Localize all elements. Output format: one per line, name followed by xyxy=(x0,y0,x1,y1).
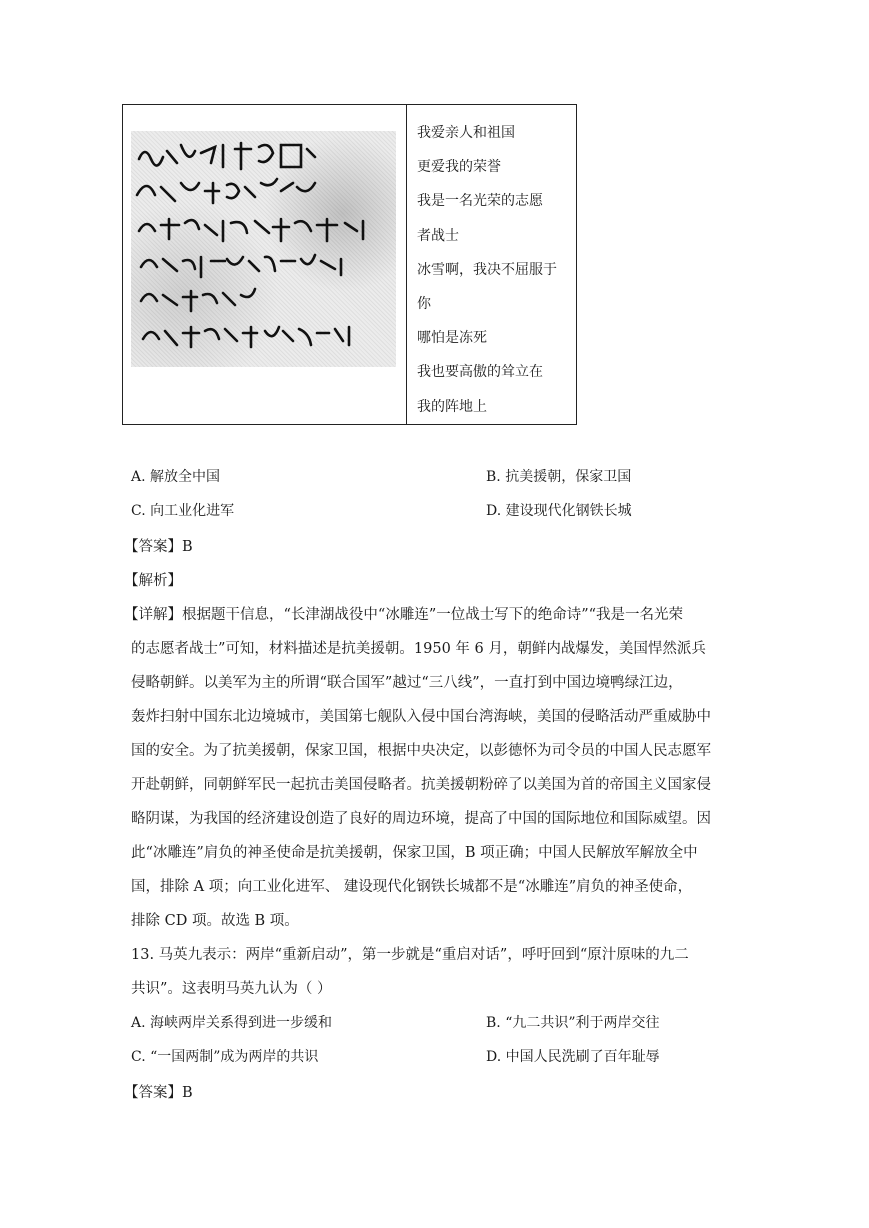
poem-line: 哪怕是冻死 xyxy=(417,330,487,347)
q13-stem-line: 13. 马英九表示：两岸“重新启动”，第一步就是“重启对话”，呼吁回到“原汁原味的九二 xyxy=(131,947,689,963)
q12-detail-line: 开赴朝鲜，同朝鲜军民一起抗击美国侵略者。抗美援朝粉碎了以美国为首的帝国主义国家侵 xyxy=(131,777,711,793)
q12-option-b: B. 抗美援朝，保家卫国 xyxy=(486,469,632,485)
poem-line: 我是一名光荣的志愿 xyxy=(417,193,543,210)
poem-line: 你 xyxy=(417,296,431,313)
q12-detail-line: 此“冰雕连”肩负的神圣使命是抗美援朝，保家卫国，B 项正确；中国人民解放军解放全中 xyxy=(131,845,698,861)
q12-answer: 【答案】B xyxy=(124,539,193,555)
q12-detail-line: 【详解】根据题干信息，“长津湖战役中“冰雕连”一位战士写下的绝命诗”“我是一名光荣 xyxy=(124,607,684,623)
q13-option-b: B. “九二共识”利于两岸交往 xyxy=(486,1015,660,1031)
q13-stem-line: 共识”。这表明马英九认为（ ） xyxy=(131,981,332,997)
poem-line: 更爱我的荣誉 xyxy=(417,159,501,176)
q12-detail-line: 国的安全。为了抗美援朝，保家卫国，根据中央决定，以彭德怀为司令员的中国人民志愿军 xyxy=(131,743,711,759)
q12-option-c: C. 向工业化进军 xyxy=(131,503,235,519)
q13-answer: 【答案】B xyxy=(124,1085,193,1101)
poem-transcription xyxy=(407,105,576,424)
q12-option-d: D. 建设现代化钢铁长城 xyxy=(486,503,632,519)
q12-option-a: A. 解放全中国 xyxy=(131,469,221,485)
poem-line: 者战士 xyxy=(417,227,459,244)
q13-option-c: C. “一国两制”成为两岸的共识 xyxy=(131,1049,319,1065)
poem-line: 我也要高傲的耸立在 xyxy=(417,364,543,381)
q12-detail-line: 侵略朝鲜。以美军为主的所谓“联合国军”越过“三八线”，一直打到中国边境鸭绿江边， xyxy=(131,675,683,691)
q13-option-d: D. 中国人民洗刷了百年耻辱 xyxy=(486,1049,660,1065)
poem-table xyxy=(122,104,577,425)
q13-option-a: A. 海峡两岸关系得到进一步缓和 xyxy=(131,1015,333,1031)
q12-detail-line: 略阴谋，为我国的经济建设创造了良好的周边环境，提高了中国的国际地位和国际威望。因 xyxy=(131,811,711,827)
handwritten-poem-image xyxy=(131,131,396,367)
q12-analysis-label: 【解析】 xyxy=(124,573,182,589)
poem-line: 我的阵地上 xyxy=(417,398,487,415)
q12-detail-line: 的志愿者战士”可知，材料描述是抗美援朝。1950 年 6 月，朝鲜内战爆发，美国悍然派兵 xyxy=(131,641,706,657)
poem-line: 冰雪啊，我决不屈服于 xyxy=(417,261,557,278)
q12-detail-line: 排除 CD 项。故选 B 项。 xyxy=(131,913,299,929)
q12-detail-line: 国，排除 A 项；向工业化进军、 建设现代化钢铁长城都不是“冰雕连”肩负的神圣使命， xyxy=(131,879,693,895)
poem-line: 我爱亲人和祖国 xyxy=(417,125,515,141)
q12-detail-line: 轰炸扫射中国东北边境城市，美国第七舰队入侵中国台湾海峡，美国的侵略活动严重威胁中 xyxy=(131,709,711,725)
handwritten-poem-cell xyxy=(123,105,407,424)
